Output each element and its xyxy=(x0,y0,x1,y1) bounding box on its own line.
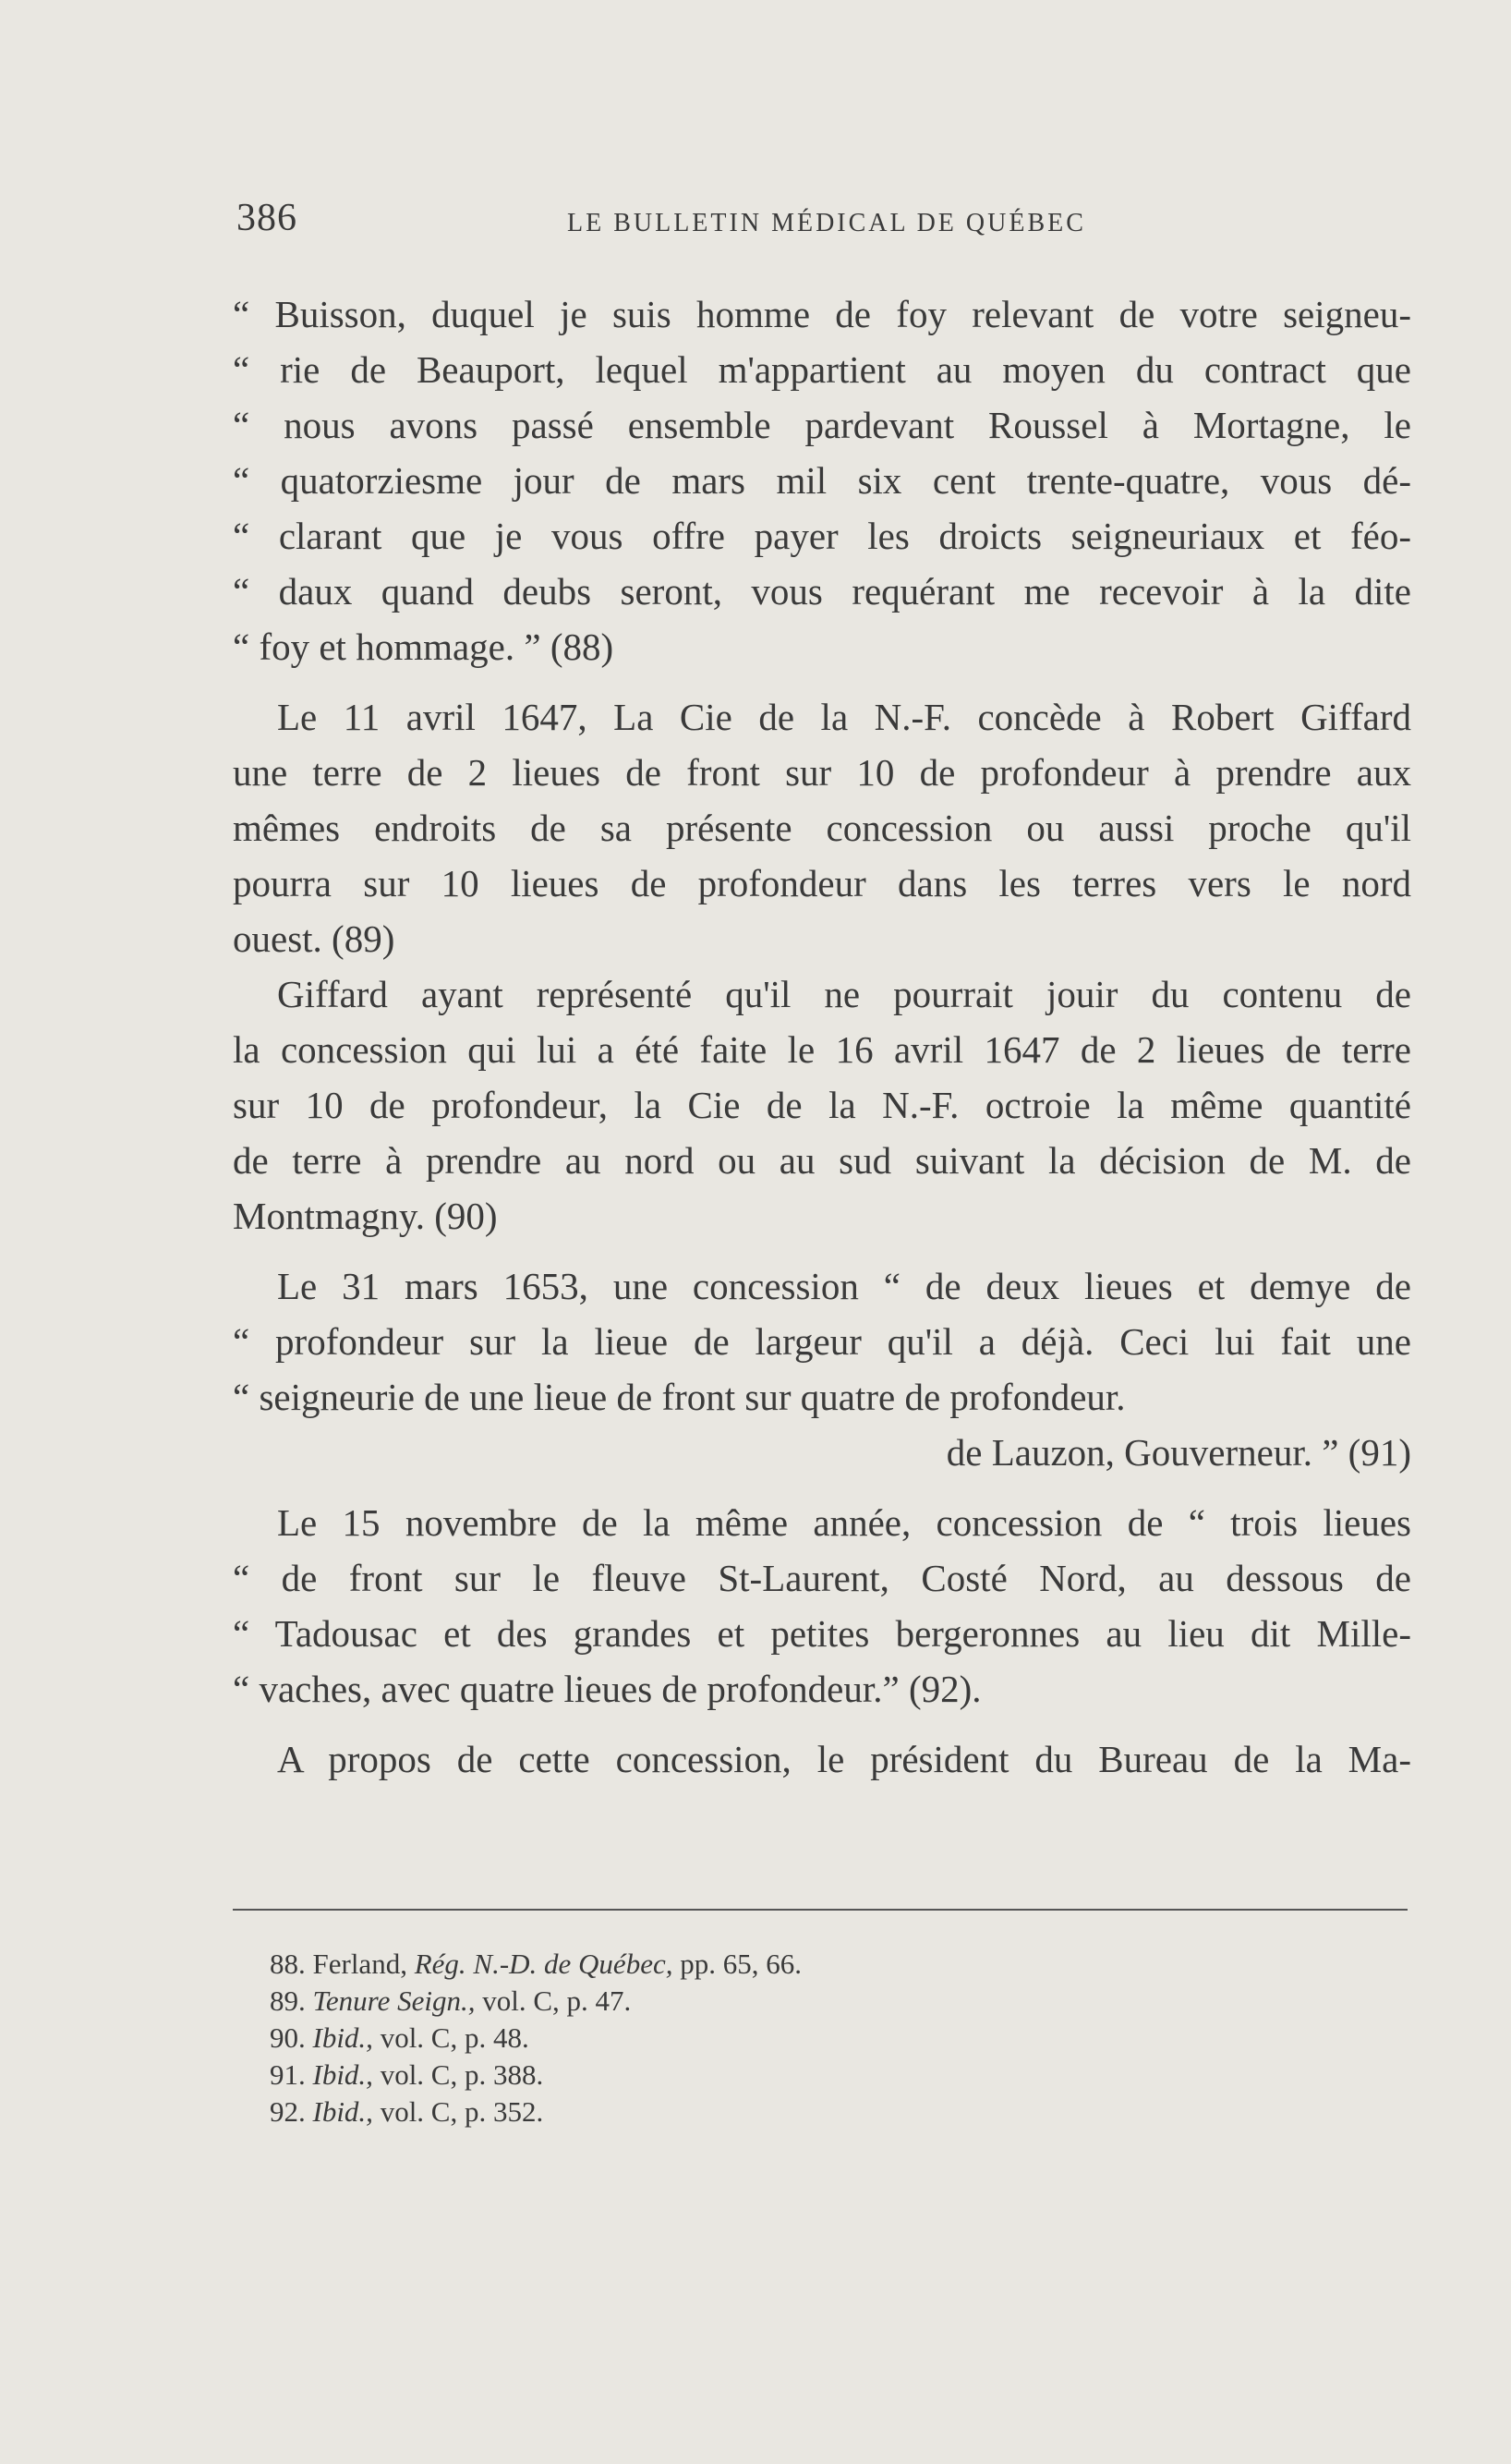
text-line: “ clarant que je vous offre payer les droicts seigneuriaux et féo- xyxy=(233,515,1411,557)
text-line: pourra sur 10 lieues de profondeur dans les terres vers le nord xyxy=(233,862,1411,904)
footnotes xyxy=(270,1946,802,2130)
footnote-90: 90. Ibid., vol. C, p. 48. xyxy=(270,2021,529,2054)
text-line: “ nous avons passé ensemble pardevant Roussel à Mortagne, le xyxy=(233,404,1411,446)
text-line: la concession qui lui a été faite le 16 avril 1647 de 2 lieues de terre xyxy=(233,1028,1411,1071)
footnote-89: 89. Tenure Seign., vol. C, p. 47. xyxy=(270,1985,632,2017)
footnote-rule xyxy=(233,1909,1408,1911)
text-line: une terre de 2 lieues de front sur 10 de profondeur à prendre aux xyxy=(233,751,1411,794)
text-line: A propos de cette concession, le président du Bureau de la Ma- xyxy=(277,1738,1411,1780)
text-line: “ seigneurie de une lieue de front sur quatre de profondeur. xyxy=(233,1376,1126,1418)
paragraph-15-novembre xyxy=(233,1495,1411,1717)
text-line: “ rie de Beauport, lequel m'appartient au moyen du contract que xyxy=(233,348,1411,391)
text-line: mêmes endroits de sa présente concession ou aussi proche qu'il xyxy=(233,807,1411,849)
text-line: “ foy et hommage. ” (88) xyxy=(233,625,614,668)
text-line: Giffard ayant représenté qu'il ne pourrait jouir du contenu de xyxy=(277,973,1411,1015)
text-line: “ Tadousac et des grandes et petites bergeronnes au lieu dit Mille- xyxy=(233,1612,1411,1655)
text-line: “ de front sur le fleuve St-Laurent, Costé Nord, au dessous de xyxy=(233,1557,1411,1599)
text-line: Le 31 mars 1653, une concession “ de deux lieues et demye de xyxy=(277,1265,1411,1307)
paragraph-quote-buisson xyxy=(233,286,1411,674)
text-line: “ vaches, avec quatre lieues de profondeur.” (92). xyxy=(233,1668,982,1710)
paragraph-giffard xyxy=(233,966,1411,1244)
text-line: sur 10 de profondeur, la Cie de la N.-F. octroie la même quantité xyxy=(233,1084,1411,1126)
paragraph-11-avril xyxy=(233,689,1411,966)
page-header xyxy=(236,196,1409,251)
body-text xyxy=(233,286,1411,1787)
signature-line: de Lauzon, Gouverneur. ” (91) xyxy=(946,1431,1411,1474)
page-number: 386 xyxy=(236,197,297,239)
text-line: “ quatorziesme jour de mars mil six cent trente-quatre, vous dé- xyxy=(233,459,1411,502)
paragraph-a-propos xyxy=(233,1731,1411,1787)
text-line: “ profondeur sur la lieue de largeur qu'il a déjà. Ceci lui fait une xyxy=(233,1320,1411,1363)
running-head: LE BULLETIN MÉDICAL DE QUÉBEC xyxy=(567,209,1086,237)
footnote-91: 91. Ibid., vol. C, p. 388. xyxy=(270,2058,544,2091)
text-line: ouest. (89) xyxy=(233,917,395,960)
footnote-88: 88. Ferland, Rég. N.-D. de Québec, pp. 65, 66. xyxy=(270,1948,802,1980)
footnote-92: 92. Ibid., vol. C, p. 352. xyxy=(270,2095,544,2128)
text-line: Le 11 avril 1647, La Cie de la N.-F. concède à Robert Giffard xyxy=(277,696,1411,738)
text-line: “ Buisson, duquel je suis homme de foy relevant de votre seigneu- xyxy=(233,293,1411,335)
paragraph-31-mars xyxy=(233,1258,1411,1480)
text-line: Montmagny. (90) xyxy=(233,1195,498,1237)
text-line: de terre à prendre au nord ou au sud suivant la décision de M. de xyxy=(233,1139,1411,1182)
text-line: “ daux quand deubs seront, vous requérant me recevoir à la dite xyxy=(233,570,1411,613)
text-line: Le 15 novembre de la même année, concession de “ trois lieues xyxy=(277,1501,1411,1544)
